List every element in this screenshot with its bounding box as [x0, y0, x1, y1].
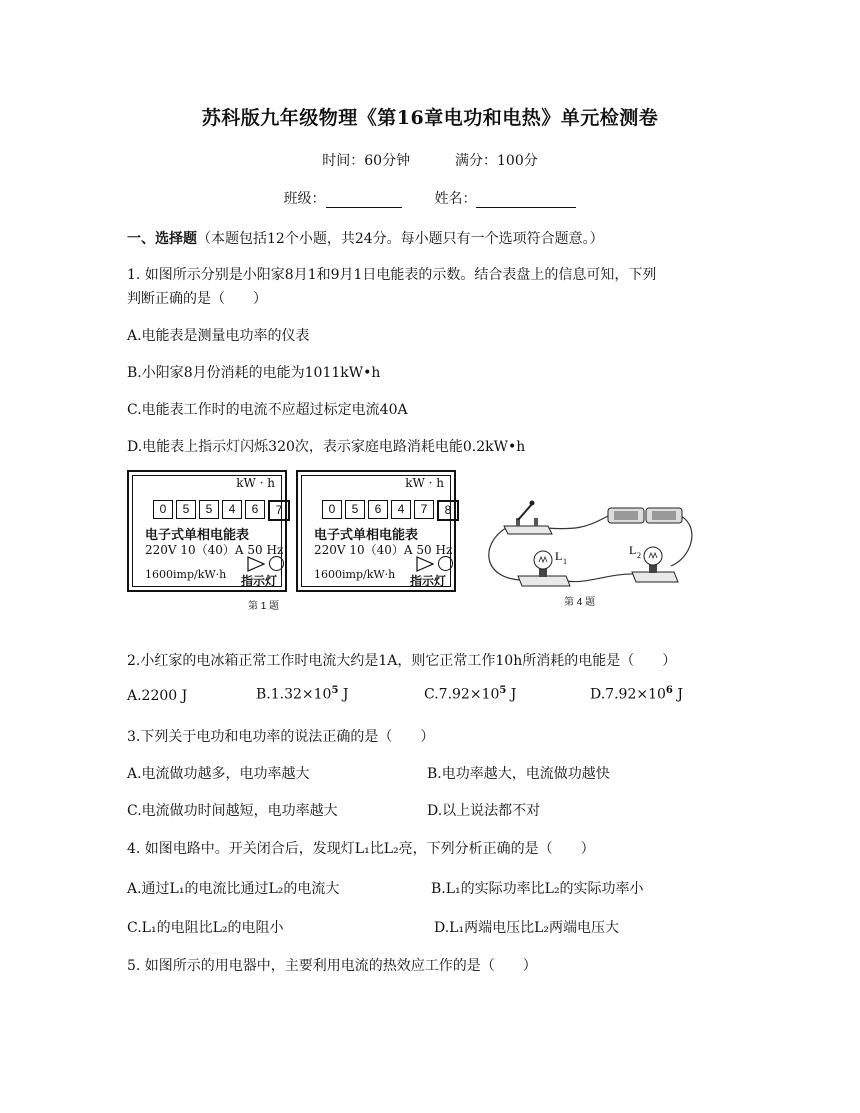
meter-digits	[322, 500, 462, 521]
q4-option-a: A.通过L₁的电流比通过L₂的电流大	[127, 881, 340, 897]
q1-stem-line2: 判断正确的是（ ）	[127, 291, 267, 307]
q1-option-d: D.电能表上指示灯闪烁320次，表示家庭电路消耗电能0.2kW•h	[127, 439, 526, 455]
time-label: 时间：60分钟	[322, 153, 411, 169]
battery-icon	[608, 508, 644, 523]
meter-digit: 5	[345, 500, 365, 519]
indicator-light-icon	[269, 556, 284, 571]
meter-imp: 1600imp/kW·h	[314, 568, 396, 581]
q1-option-b: B.小阳家8月份消耗的电能为1011kW•h	[127, 365, 381, 381]
meter-digit: 4	[391, 500, 411, 519]
meter-name: 电子式单相电能表	[145, 528, 250, 543]
circuit-wire	[546, 516, 608, 529]
q5-stem: 5. 如图所示的用电器中，主要利用电流的热效应工作的是（ ）	[127, 958, 537, 974]
meter-digit: 6	[245, 500, 265, 519]
meter-digit: 7	[414, 500, 434, 519]
figure-caption-4: 第 4 题	[564, 597, 596, 608]
meter-name: 电子式单相电能表	[314, 528, 419, 543]
q2-b-base: B.1.32×10	[256, 686, 332, 703]
indicator-triangle-icon	[247, 556, 265, 572]
q2-option-a: A.2200 J	[127, 688, 188, 704]
section1-header	[127, 228, 604, 248]
q2-d-base: D.7.92×10	[590, 686, 666, 703]
meter-imp: 1600imp/kW·h	[145, 568, 227, 581]
q2-c-unit: J	[506, 686, 517, 703]
time-score-line	[0, 150, 860, 170]
score-label: 满分：100分	[455, 153, 538, 169]
name-blank[interactable]	[476, 193, 576, 208]
energy-meter-1	[127, 470, 287, 592]
meter-spec: 220V 10（40）A 50 Hz	[314, 543, 453, 557]
q2-option-b	[256, 685, 349, 703]
meter-digit-decimal: 8	[437, 500, 459, 521]
q4-option-c: C.L₁的电阻比L₂的电阻小	[127, 920, 284, 936]
name-label: 姓名：	[434, 191, 477, 207]
meter-digits	[153, 500, 293, 521]
q2-stem: 2.小红家的电冰箱正常工作时电流大约是1A，则它正常工作10h所消耗的电能是（ ）	[127, 653, 677, 669]
l1-subscript: 1	[563, 557, 567, 566]
indicator-triangle-icon	[416, 556, 434, 572]
q2-c-base: C.7.92×10	[424, 686, 500, 703]
indicator-light-icon	[438, 556, 453, 571]
meter-unit: kW · h	[405, 476, 444, 490]
meter-digit: 0	[322, 500, 342, 519]
l2-label: L	[629, 543, 637, 557]
l2-subscript: 2	[637, 551, 641, 560]
meter-digit: 0	[153, 500, 173, 519]
q1-option-a: A.电能表是测量电功率的仪表	[127, 328, 310, 344]
q3-option-a: A.电流做功越多，电功率越大	[127, 766, 310, 782]
class-label: 班级：	[283, 191, 326, 207]
q4-option-d: D.L₁两端电压比L₂两端电压大	[434, 920, 619, 936]
meter-spec: 220V 10（40）A 50 Hz	[145, 543, 284, 557]
q3-option-c: C.电流做功时间越短，电功率越大	[127, 803, 338, 819]
q2-b-unit: J	[338, 686, 349, 703]
q3-option-b: B.电功率越大，电流做功越快	[427, 766, 610, 782]
class-blank[interactable]	[326, 193, 402, 208]
l1-label: L	[555, 549, 563, 563]
meter-digit: 6	[368, 500, 388, 519]
meter-digit: 5	[199, 500, 219, 519]
meter-digit: 5	[176, 500, 196, 519]
q2-d-unit: J	[672, 686, 683, 703]
meter-indicator-label: 指示灯	[240, 574, 277, 588]
q4-option-b: B.L₁的实际功率比L₂的实际功率小	[431, 881, 644, 897]
q2-d-exponent: 6	[665, 685, 673, 696]
figure-caption-1: 第 1 题	[248, 601, 280, 612]
q2-b-exponent: 5	[331, 685, 339, 696]
q1-option-c: C.电能表工作时的电流不应超过标定电流40A	[127, 402, 408, 418]
battery-icon	[646, 508, 682, 523]
q2-option-d	[590, 685, 683, 703]
meter-digit: 4	[222, 500, 242, 519]
section1-heading: 一、选择题	[127, 231, 197, 247]
switch-icon	[504, 501, 552, 535]
q2-c-exponent: 5	[499, 685, 507, 696]
energy-meter-2	[296, 470, 456, 592]
student-info-line	[0, 188, 860, 208]
exam-title: 苏科版九年级物理《第16章电功和电热》单元检测卷	[201, 107, 659, 129]
circuit-wire	[489, 528, 521, 580]
meter-digit-decimal: 7	[268, 500, 290, 521]
meter-unit: kW · h	[236, 476, 275, 490]
circuit-wire	[561, 574, 636, 582]
circuit-diagram	[476, 488, 700, 598]
q4-stem: 4. 如图电路中。开关闭合后，发现灯L₁比L₂亮，下列分析正确的是（ ）	[127, 841, 595, 857]
q3-stem: 3.下列关于电功和电功率的说法正确的是（ ）	[127, 729, 435, 745]
q1-stem-line1: 1. 如图所示分别是小阳家8月1和9月1日电能表的示数。结合表盘上的信息可知，下列	[127, 267, 657, 283]
q2-option-c	[424, 685, 516, 703]
meter-indicator-label: 指示灯	[409, 574, 446, 588]
q3-option-d: D.以上说法都不对	[427, 803, 541, 819]
section1-note: （本题包括12个小题，共24分。每小题只有一个选项符合题意。）	[197, 231, 604, 247]
